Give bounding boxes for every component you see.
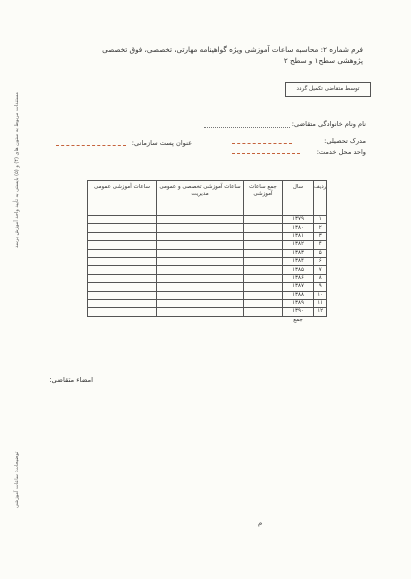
cell-specialized[interactable]: [157, 274, 244, 282]
row-number: ۸: [314, 274, 327, 282]
cell-sum[interactable]: [244, 299, 283, 307]
form-title-line1: فرم شماره ۲: محاسبه ساعات آموزشی ویژه گواهینامه مهارتی، تخصصی، فوق تخصصی: [102, 45, 363, 54]
table-row: [88, 291, 327, 299]
cell-general[interactable]: [88, 241, 157, 249]
row-year: ۱۳۸۳: [283, 249, 314, 257]
table-row: [88, 283, 327, 291]
total-sum[interactable]: [244, 316, 283, 324]
table-row: [88, 224, 327, 232]
cell-sum[interactable]: [244, 216, 283, 224]
row-number: ۴: [314, 241, 327, 249]
row-number: ۷: [314, 266, 327, 274]
col-header-specialized: ساعات آموزشی تخصصی و عمومی مدیریت: [157, 181, 244, 216]
row-year: ۱۳۸۹: [283, 299, 314, 307]
row-year: ۱۳۸۲: [283, 241, 314, 249]
row-year: ۱۳۷۹: [283, 216, 314, 224]
row-number: ۱۲: [314, 308, 327, 316]
unit-field[interactable]: [317, 148, 366, 156]
cell-specialized[interactable]: [157, 299, 244, 307]
table-row: [88, 216, 327, 224]
cell-sum[interactable]: [244, 249, 283, 257]
table-total-row: [88, 316, 327, 324]
signature-label: امضاء متقاضی:: [49, 376, 93, 384]
cell-sum[interactable]: [244, 266, 283, 274]
table-row: [88, 299, 327, 307]
cell-sum[interactable]: [244, 283, 283, 291]
name-dotted-line: [204, 121, 290, 128]
table-row: [88, 249, 327, 257]
cell-specialized[interactable]: [157, 241, 244, 249]
page-mark: م: [258, 519, 263, 527]
table-row: [88, 308, 327, 316]
side-note-top: مستندات مربوط به ستون های (۴) و (۵) بایستی به تأیید واحد آموزش برسد: [14, 92, 20, 248]
cell-general[interactable]: [88, 257, 157, 265]
cell-general[interactable]: [88, 224, 157, 232]
cell-specialized[interactable]: [157, 232, 244, 240]
education-dashed-line-2: [232, 153, 300, 154]
cell-general[interactable]: [88, 308, 157, 316]
cell-sum[interactable]: [244, 232, 283, 240]
cell-specialized[interactable]: [157, 283, 244, 291]
table-row: [88, 232, 327, 240]
cell-specialized[interactable]: [157, 224, 244, 232]
cell-sum[interactable]: [244, 224, 283, 232]
form-title: [53, 44, 363, 66]
cell-general[interactable]: [88, 249, 157, 257]
row-number: ۶: [314, 257, 327, 265]
row-number: ۱: [314, 216, 327, 224]
row-year: ۱۳۸۴: [283, 257, 314, 265]
cell-general[interactable]: [88, 266, 157, 274]
cell-sum[interactable]: [244, 308, 283, 316]
table-row: [88, 266, 327, 274]
row-number: ۹: [314, 283, 327, 291]
row-year: ۱۳۸۵: [283, 266, 314, 274]
education-dashed-line: [232, 143, 292, 144]
col-header-year: سال: [283, 181, 314, 216]
row-year: ۱۳۸۷: [283, 283, 314, 291]
unit-label: واحد محل خدمت:: [316, 148, 366, 156]
col-header-general: ساعات آموزشی عمومی: [88, 181, 157, 216]
position-dashed-line: [56, 145, 126, 146]
cell-specialized[interactable]: [157, 249, 244, 257]
row-year: ۱۳۹۰: [283, 308, 314, 316]
table-header-row: [88, 181, 327, 216]
cell-specialized[interactable]: [157, 257, 244, 265]
total-label: جمع: [293, 316, 303, 323]
table-row: [88, 274, 327, 282]
cell-general[interactable]: [88, 283, 157, 291]
cell-sum[interactable]: [244, 241, 283, 249]
name-label: نام ونام خانوادگی متقاضی:: [291, 120, 366, 128]
education-field[interactable]: [324, 137, 366, 145]
row-year: ۱۳۸۰: [283, 224, 314, 232]
row-number: ۵: [314, 249, 327, 257]
education-label: مدرک تحصیلی:: [324, 137, 366, 145]
table-body: [88, 216, 327, 325]
cell-sum[interactable]: [244, 291, 283, 299]
form-title-line2: پژوهشی سطح۱ و سطح ۲: [283, 56, 363, 65]
position-field[interactable]: [132, 139, 192, 147]
col-header-row: ردیف: [314, 181, 327, 216]
cell-specialized[interactable]: [157, 291, 244, 299]
row-year: ۱۳۸۱: [283, 232, 314, 240]
row-year: ۱۳۸۶: [283, 274, 314, 282]
cell-general[interactable]: [88, 274, 157, 282]
cell-specialized[interactable]: [157, 266, 244, 274]
cell-general[interactable]: [88, 232, 157, 240]
cell-specialized[interactable]: [157, 308, 244, 316]
cell-general[interactable]: [88, 216, 157, 224]
notice-box: توسط متقاضی تکمیل گردد: [285, 82, 371, 97]
cell-general[interactable]: [88, 299, 157, 307]
col-header-sum: جمع ساعات آموزشی: [244, 181, 283, 216]
training-hours-table: [87, 180, 327, 324]
cell-specialized[interactable]: [157, 216, 244, 224]
signature-field[interactable]: [49, 376, 93, 384]
table-row: [88, 257, 327, 265]
cell-general[interactable]: [88, 291, 157, 299]
position-label: عنوان پست سازمانی:: [131, 139, 192, 147]
cell-sum[interactable]: [244, 274, 283, 282]
row-number: ۳: [314, 232, 327, 240]
table-row: [88, 241, 327, 249]
name-field[interactable]: [204, 120, 366, 128]
side-note-bottom: توضیحات: ساعات آموزشی: [14, 452, 20, 509]
row-number: ۱۱: [314, 299, 327, 307]
row-year: ۱۳۸۸: [283, 291, 314, 299]
row-number: ۲: [314, 224, 327, 232]
cell-sum[interactable]: [244, 257, 283, 265]
row-number: ۱۰: [314, 291, 327, 299]
